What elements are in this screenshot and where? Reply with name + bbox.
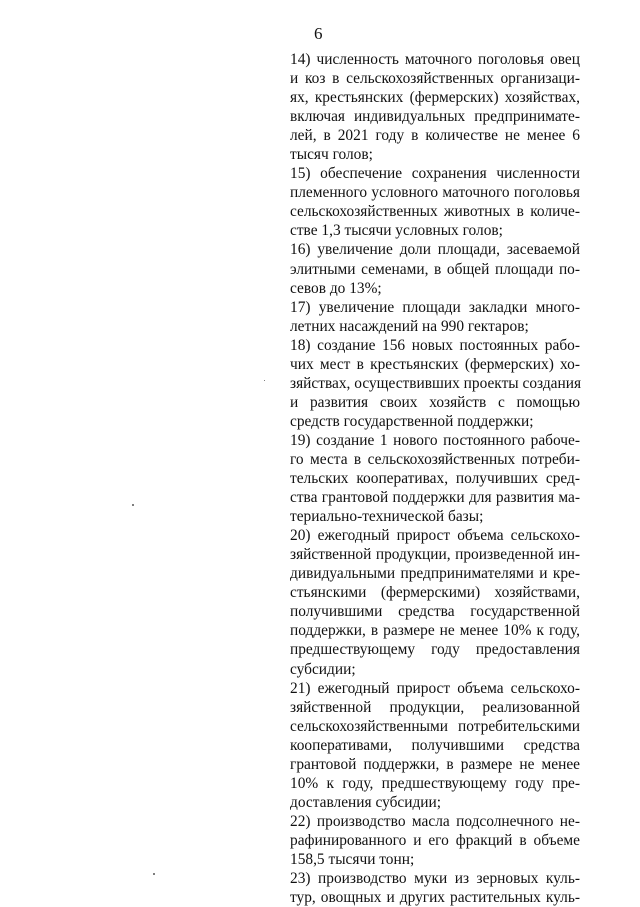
text-line: грантовой поддержки, в размере не менее (290, 755, 580, 773)
text-line: и развития своих хозяйств с помощью (290, 393, 580, 411)
text-line: субсидии; (290, 660, 356, 678)
paragraph (290, 431, 580, 526)
paragraph (290, 679, 580, 812)
text-line: 10% к году, предшествующему году пре- (290, 774, 580, 792)
text-line: стве 1,3 тысячи условных голов; (290, 222, 503, 240)
text-line: 20) ежегодный прирост объема сельскохо- (290, 527, 580, 545)
text-line: 14) численность маточного поголовья овец (290, 51, 580, 68)
text-line: го места в сельскохозяйственных потреби- (290, 450, 580, 468)
text-line: 16) увеличение доли площади, засеваемой (290, 241, 580, 259)
paragraph (290, 240, 580, 297)
text-line: кооперативами, получившими средства (290, 736, 580, 754)
text-line: предшествующему году предоставления (290, 641, 580, 659)
text-line: тур, овощных и других растительных куль- (290, 889, 580, 907)
text-line: чих мест в крестьянских (фермерских) хо- (290, 355, 580, 373)
text-line: получившими средства государственной (290, 603, 580, 621)
text-line: летних насаждений на 990 гектаров; (290, 317, 529, 335)
text-line: средств государственной поддержки; (290, 412, 534, 430)
text-line: 158,5 тысячи тонн; (290, 850, 415, 868)
paragraph (290, 50, 580, 164)
text-line: 18) создание 156 новых постоянных рабо- (290, 336, 580, 354)
text-line: доставления субсидии; (290, 793, 442, 811)
paragraph (290, 298, 580, 336)
paragraph (290, 812, 580, 869)
scan-speck (264, 380, 265, 381)
page-number: 6 (314, 24, 323, 43)
paragraph (290, 164, 580, 240)
text-line: севов до 13%; (290, 279, 382, 297)
text-line: териально-технической базы; (290, 508, 484, 526)
paragraph (290, 336, 580, 431)
text-line: сельскохозяйственных животных в количе- (290, 203, 580, 221)
text-line: зяйственной продукции, произведенной ин- (290, 546, 580, 564)
paragraph (290, 869, 580, 907)
text-line: 19) создание 1 нового постоянного рабоче- (290, 431, 580, 449)
scan-speck (153, 873, 155, 875)
text-line: дивидуальными предпринимателями и кре- (290, 565, 580, 583)
text-line: зяйствах, осуществивших проекты создания (290, 374, 582, 392)
text-line: тельских кооперативах, получивших сред- (290, 470, 580, 488)
paragraph (290, 526, 580, 678)
text-line: поддержки, в размере не менее 10% к году, (290, 622, 580, 640)
text-line: элитными семенами, в общей площади по- (290, 260, 580, 278)
text-line: 22) производство масла подсолнечного не- (290, 812, 580, 830)
text-line: стьянскими (фермерскими) хозяйствами, (290, 584, 580, 602)
text-line: племенного условного маточного поголовья (290, 184, 580, 202)
text-line: ях, крестьянских (фермерских) хозяйствах, (290, 89, 580, 107)
document-body (290, 50, 580, 907)
text-line: сельскохозяйственными потребительскими (290, 717, 580, 735)
scan-speck (132, 504, 134, 506)
text-line: 21) ежегодный прирост объема сельскохо- (290, 679, 580, 697)
text-line: включая индивидуальных предпринимате- (290, 108, 580, 126)
text-line: лей, в 2021 году в количестве не менее 6 (290, 127, 580, 145)
text-line: 23) производство муки из зерновых куль- (290, 870, 580, 888)
text-line: и коз в сельскохозяйственных организаци- (290, 70, 580, 88)
text-line: рафинированного и его фракций в объеме (290, 831, 580, 849)
text-line: 17) увеличение площади закладки много- (290, 298, 580, 316)
text-line: 15) обеспечение сохранения численности (290, 165, 580, 183)
text-line: зяйственной продукции, реализованной (290, 698, 580, 716)
text-line: ства грантовой поддержки для развития ма- (290, 489, 580, 507)
text-line: тысяч голов; (290, 146, 373, 164)
